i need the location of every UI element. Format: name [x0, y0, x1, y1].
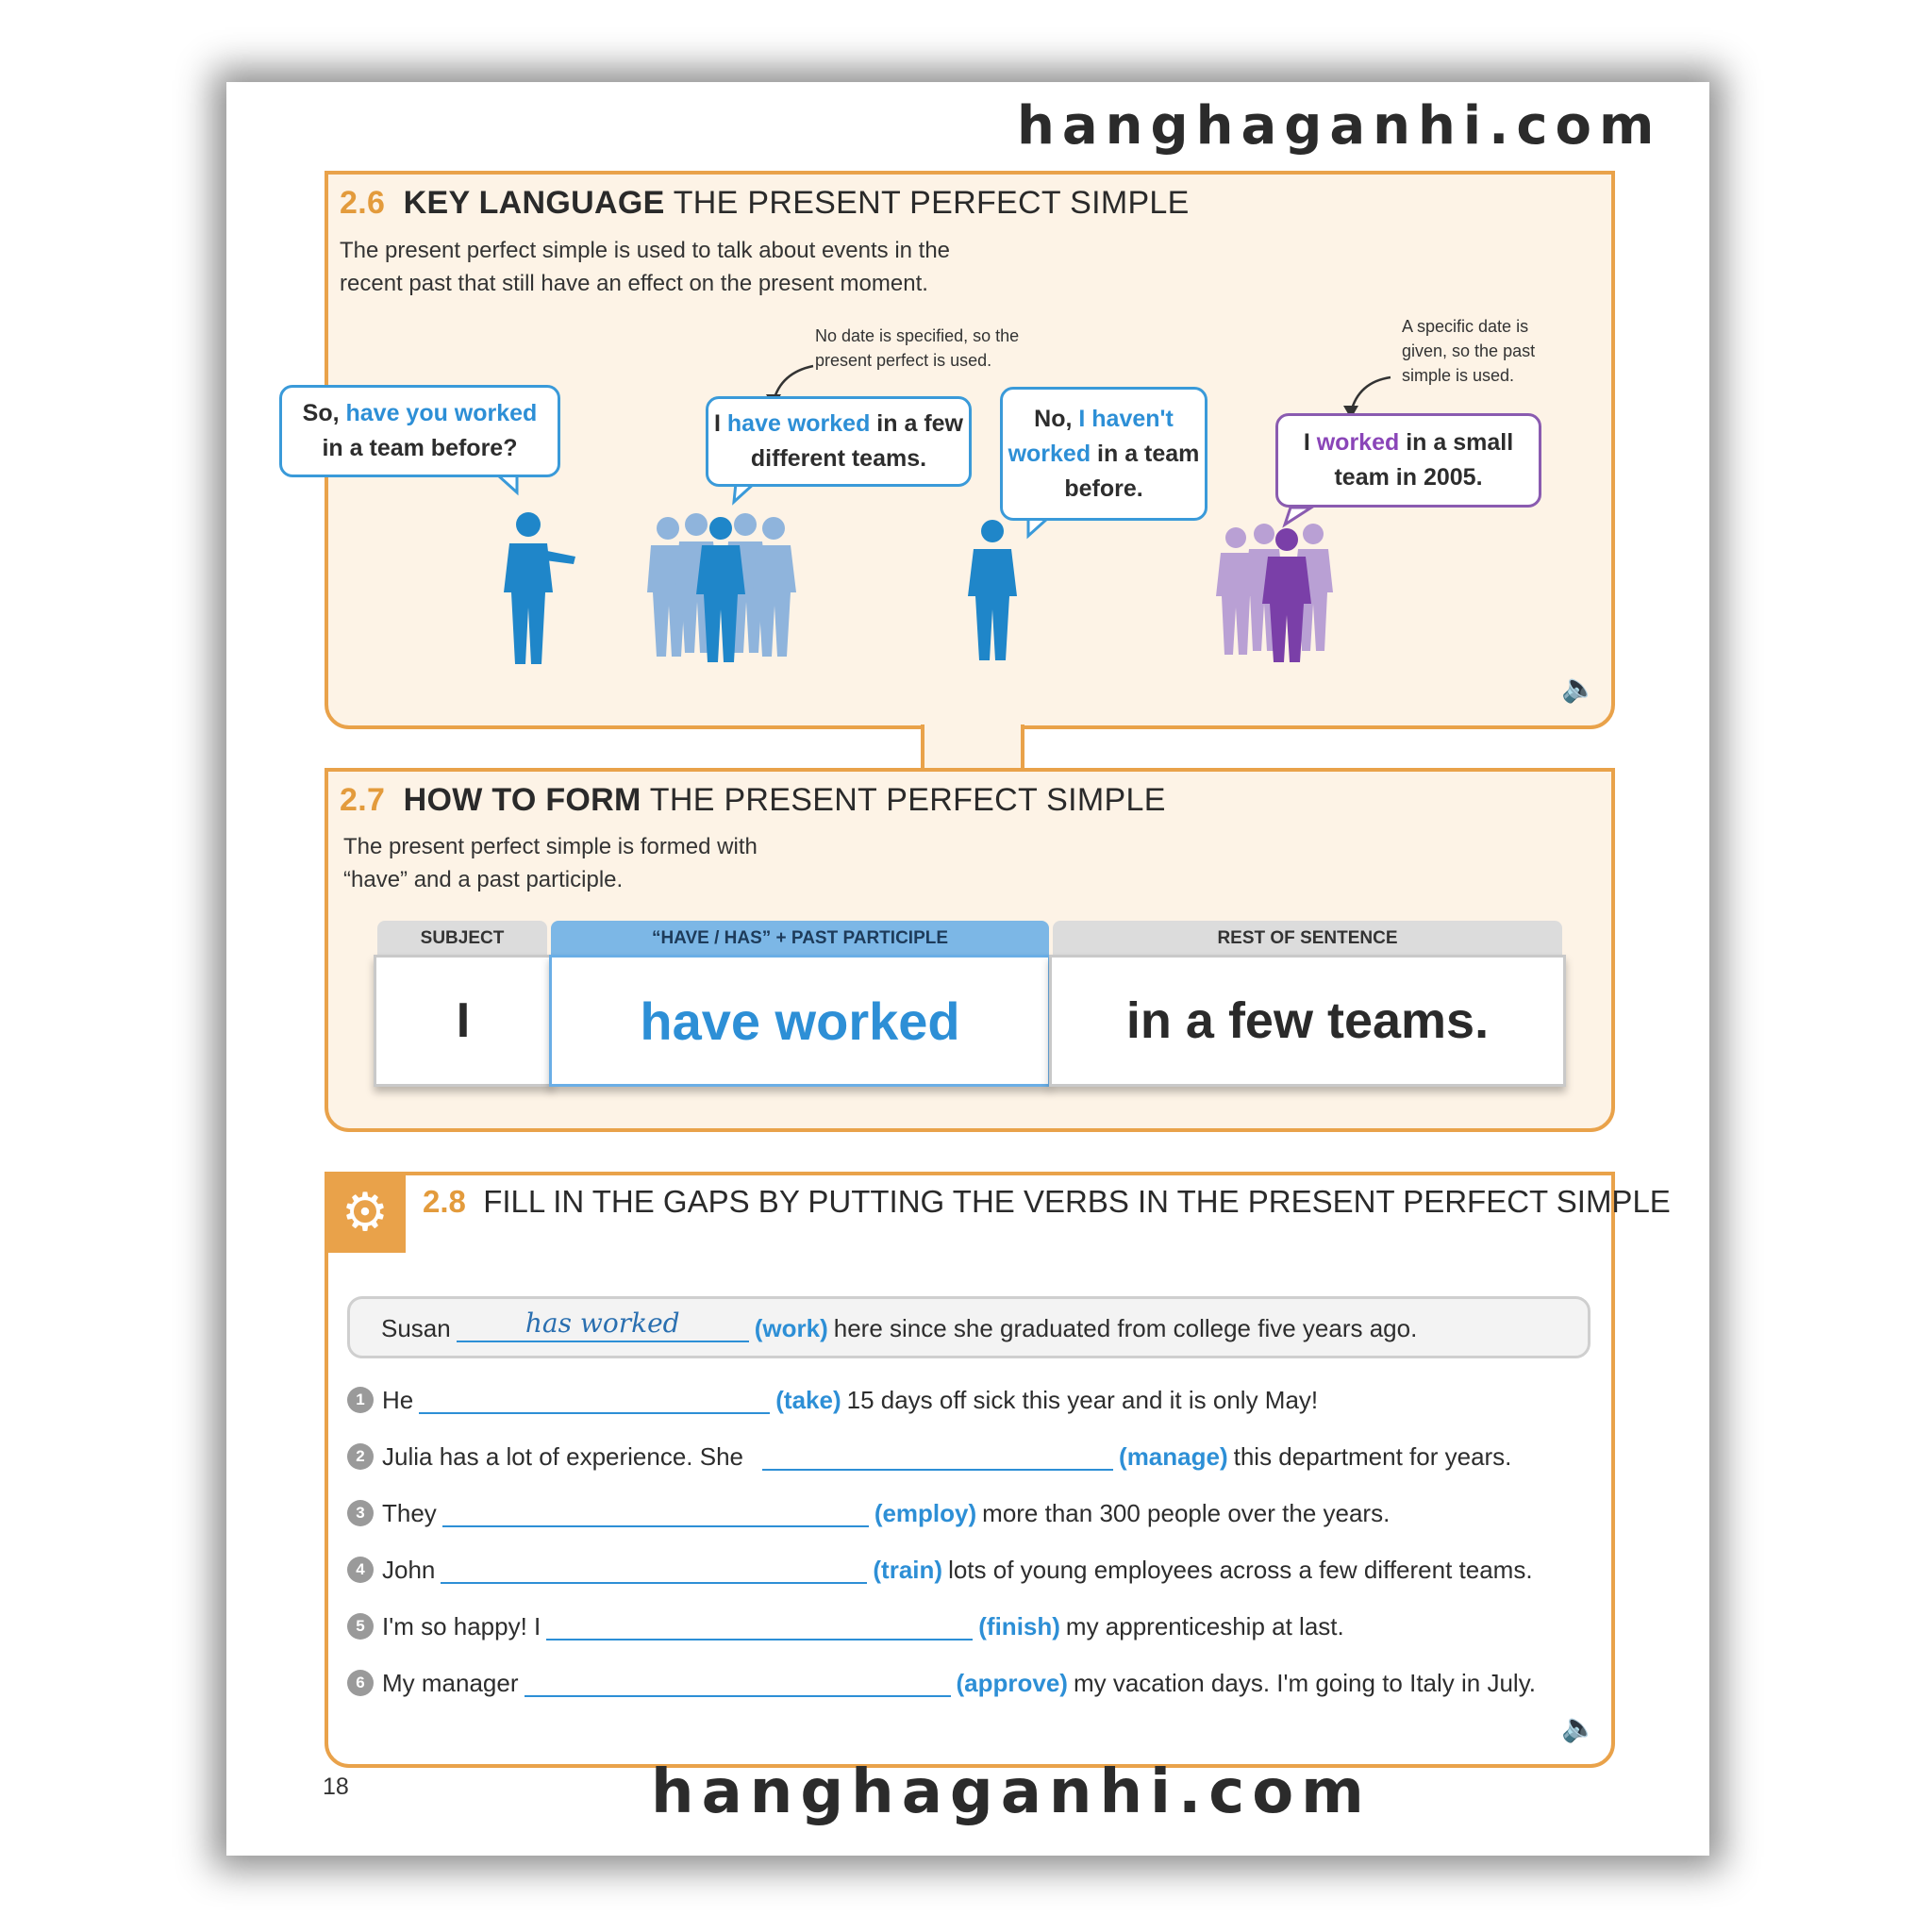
- answer-gap-2[interactable]: [762, 1442, 1113, 1471]
- section-2-6-body: The present perfect simple is used to talk about events in the recent past that still have an effect on the present moment.: [340, 238, 951, 296]
- piece-subject: I: [374, 955, 553, 1087]
- panel-connector: [921, 724, 1024, 774]
- gear-icon: ⚙: [325, 1172, 406, 1253]
- tail-bubble1: [498, 475, 517, 492]
- watermark-top: hanghaganhi.com: [1017, 95, 1662, 157]
- speech-bubble-worked-2005: I worked in a small team in 2005.: [1275, 413, 1541, 508]
- answer-gap-3[interactable]: [442, 1499, 869, 1527]
- tail-bubble3: [1028, 519, 1047, 536]
- label-rest: REST OF SENTENCE: [1053, 921, 1562, 957]
- section-2-7-title: 2.7 HOW TO FORM THE PRESENT PERFECT SIMPLE: [340, 782, 1166, 818]
- section-2-7-body: The present perfect simple is formed with “have” and a past participle.: [343, 834, 758, 892]
- exercise-item-1: 1 He (take) 15 days off sick this year and it is only May!: [347, 1381, 1318, 1419]
- answer-gap-4[interactable]: [441, 1556, 867, 1584]
- speaker-icon[interactable]: 🔈: [1561, 673, 1597, 704]
- note-past-simple: A specific date is given, so the past simple is used.: [1402, 317, 1536, 385]
- speech-bubble-havent-worked: No, I haven't worked in a team before.: [1000, 387, 1208, 521]
- example-answer: has worked: [457, 1314, 749, 1342]
- speech-bubble-question: So, have you worked in a team before?: [279, 385, 560, 477]
- label-have-has: “HAVE / HAS” + PAST PARTICIPLE: [551, 921, 1049, 957]
- page-number: 18: [323, 1774, 349, 1800]
- exercise-item-5: 5 I'm so happy! I (finish) my apprenticeship at last.: [347, 1607, 1344, 1645]
- exercise-item-6: 6 My manager (approve) my vacation days. I'm going to Italy in July.: [347, 1664, 1536, 1702]
- note-present-perfect: No date is specified, so the present perfect is used.: [815, 326, 1020, 370]
- person-presenter-icon: [504, 512, 575, 664]
- piece-rest: in a few teams.: [1049, 955, 1566, 1087]
- speaker-icon-exercise[interactable]: 🔈: [1561, 1712, 1597, 1743]
- section-2-8-title: 2.8 FILL IN THE GAPS BY PUTTING THE VERBS IN THE PRESENT PERFECT SIMPLE: [423, 1184, 1671, 1219]
- example-sentence: Susan has worked (work) here since she graduated from college five years ago.: [381, 1307, 1418, 1342]
- label-subject: SUBJECT: [377, 921, 547, 957]
- section-2-6-title: 2.6 KEY LANGUAGE THE PRESENT PERFECT SIMPLE: [340, 185, 1190, 221]
- piece-have-worked: have worked: [549, 955, 1051, 1087]
- exercise-item-2: 2 Julia has a lot of experience. She (manage) this department for years.: [347, 1438, 1511, 1475]
- exercise-item-4: 4 John (train) lots of young employees across a few different teams.: [347, 1551, 1533, 1589]
- answer-gap-1[interactable]: [419, 1386, 770, 1414]
- answer-gap-5[interactable]: [546, 1612, 973, 1641]
- exercise-item-3: 3 They (employ) more than 300 people over the years.: [347, 1494, 1390, 1532]
- watermark-bottom: hanghaganhi.com: [651, 1757, 1372, 1827]
- person-answering-icon: [968, 520, 1017, 660]
- speech-bubble-have-worked: I have worked in a few different teams.: [706, 396, 972, 487]
- tail-bubble4: [1285, 508, 1311, 525]
- answer-gap-6[interactable]: [525, 1669, 951, 1697]
